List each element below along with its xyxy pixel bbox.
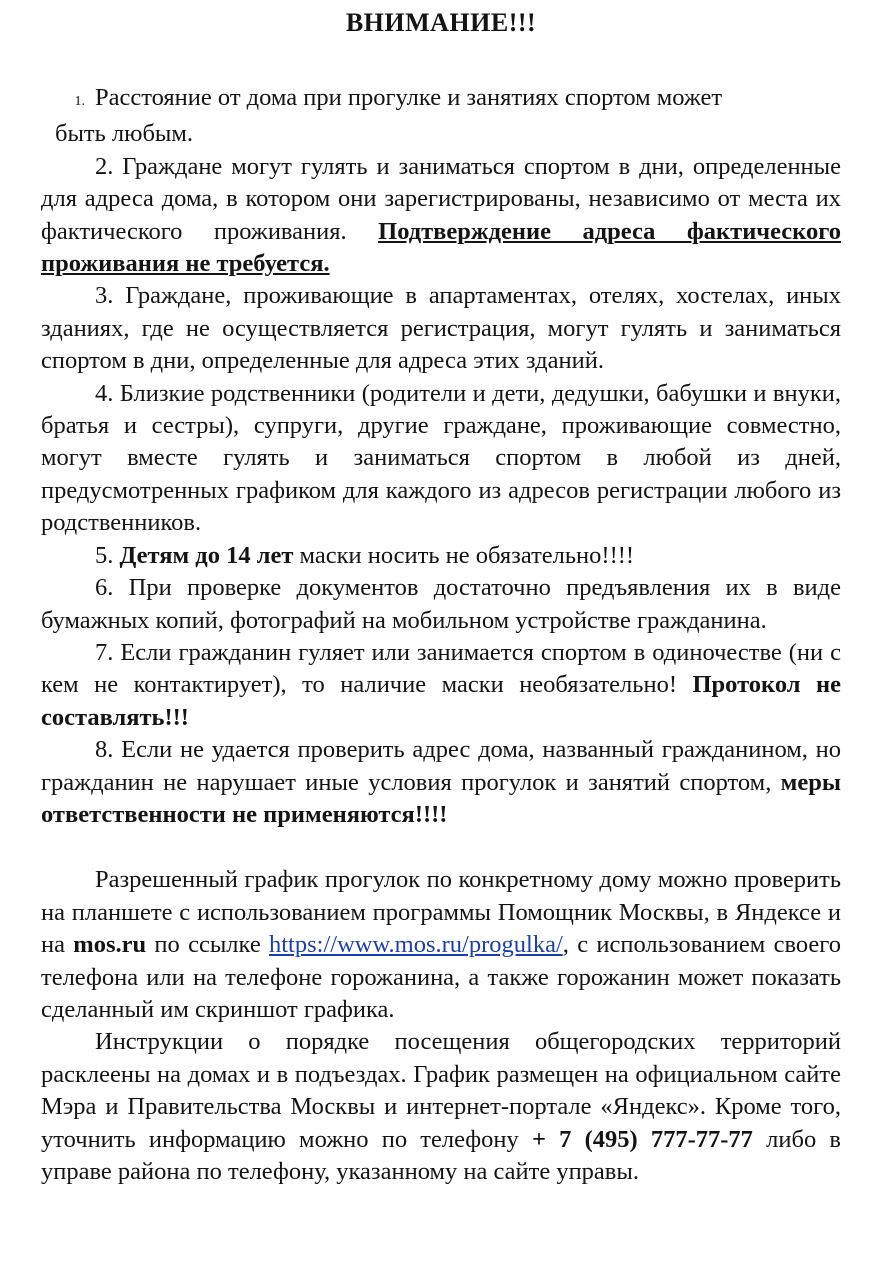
rule-8-text: 8. Если не удается проверить адрес дома, названный гражданином, но гражданин не нарушает иные условия прогулок и занятий спортом, <box>41 736 841 796</box>
rule-item-6 <box>41 572 841 637</box>
rule-2-text: 2. Граждане могут гулять и заниматься спортом в дни, определенные для адреса дома, в котором они зарегистрированы, независимо от места их фактического проживания. <box>41 152 841 245</box>
schedule-paragraph <box>41 864 841 1026</box>
rule-1-text-line2: быть любым. <box>55 120 194 148</box>
rule-1-text-line1: Расстояние от дома при прогулке и занятиях спортом может <box>95 84 723 111</box>
instructions-text-2: либо в управе района по телефону, указанному на сайте управы. <box>41 1125 841 1185</box>
instructions-text-1: Инструкции о порядке посещения общегородских территорий расклеены на домах и в подъездах. График размещен на официальном сайте Мэра и Правительства Москвы и интернет-портале «Яндекс». Кроме того, уточнить информацию можно по телефону <box>41 1028 841 1153</box>
rule-item-5 <box>41 540 841 572</box>
rule-item-1 <box>41 82 841 151</box>
rule-2-emphasis: Подтверждение адреса фактического проживания не требуется. <box>41 217 841 278</box>
schedule-text-1: Разрешенный график прогулок по конкретному дому можно проверить на планшете с использованием программы Помощник Москвы, в Яндексе и на <box>41 866 841 959</box>
rule-item-8 <box>41 734 841 831</box>
section-spacer <box>41 831 841 864</box>
document-page <box>41 0 841 1188</box>
instructions-paragraph <box>41 1026 841 1188</box>
rule-item-2 <box>41 151 841 281</box>
rule-item-3 <box>41 280 841 377</box>
rule-7-text: 7. Если гражданин гуляет или занимается спортом в одиночестве (ни с кем не контактирует), то наличие маски необязательно! <box>41 638 841 699</box>
rule-3-text: 3. Граждане, проживающие в апартаментах, отелях, хостелах, иных зданиях, где не осуществляется регистрация, могут гулять и заниматься спортом в дни, определенные для адреса этих зданий. <box>41 282 841 375</box>
rule-8-emphasis: меры ответственности не применяются!!!! <box>41 768 841 828</box>
rule-item-7 <box>41 637 841 734</box>
schedule-text-2: по ссылке <box>146 931 269 959</box>
rule-5-emphasis: Детям до 14 лет <box>119 541 294 569</box>
rule-item-4 <box>41 378 841 540</box>
schedule-text-3: , с использованием своего телефона или на телефоне горожанина, а также горожанин может показать сделанный им скриншот графика. <box>41 931 841 1023</box>
rule-number-1: 1. <box>74 94 85 109</box>
rule-6-text: 6. При проверке документов достаточно предъявления их в виде бумажных копий, фотографий на мобильном устройстве гражданина. <box>41 574 841 634</box>
rule-5-suffix: маски носить не обязательно!!!! <box>293 541 635 569</box>
rules-list <box>41 82 841 831</box>
rule-5-prefix: 5. <box>95 541 120 569</box>
rule-4-text: 4. Близкие родственники (родители и дети, дедушки, бабушки и внуки, братья и сестры), супруги, другие граждане, проживающие совместно, могут вместе гулять и заниматься спортом в любой из дней, предусмотренных графиком для каждого из адресов регистрации любого из родственников. <box>41 379 841 537</box>
rule-7-emphasis: Протокол не составлять!!! <box>41 671 841 731</box>
page-title: ВНИМАНИЕ!!! <box>345 8 537 37</box>
schedule-link[interactable]: https://www.mos.ru/progulka/ <box>269 931 563 959</box>
schedule-site-name: mos.ru <box>73 931 147 959</box>
instructions-phone: + 7 (495) 777-77-77 <box>531 1125 753 1153</box>
